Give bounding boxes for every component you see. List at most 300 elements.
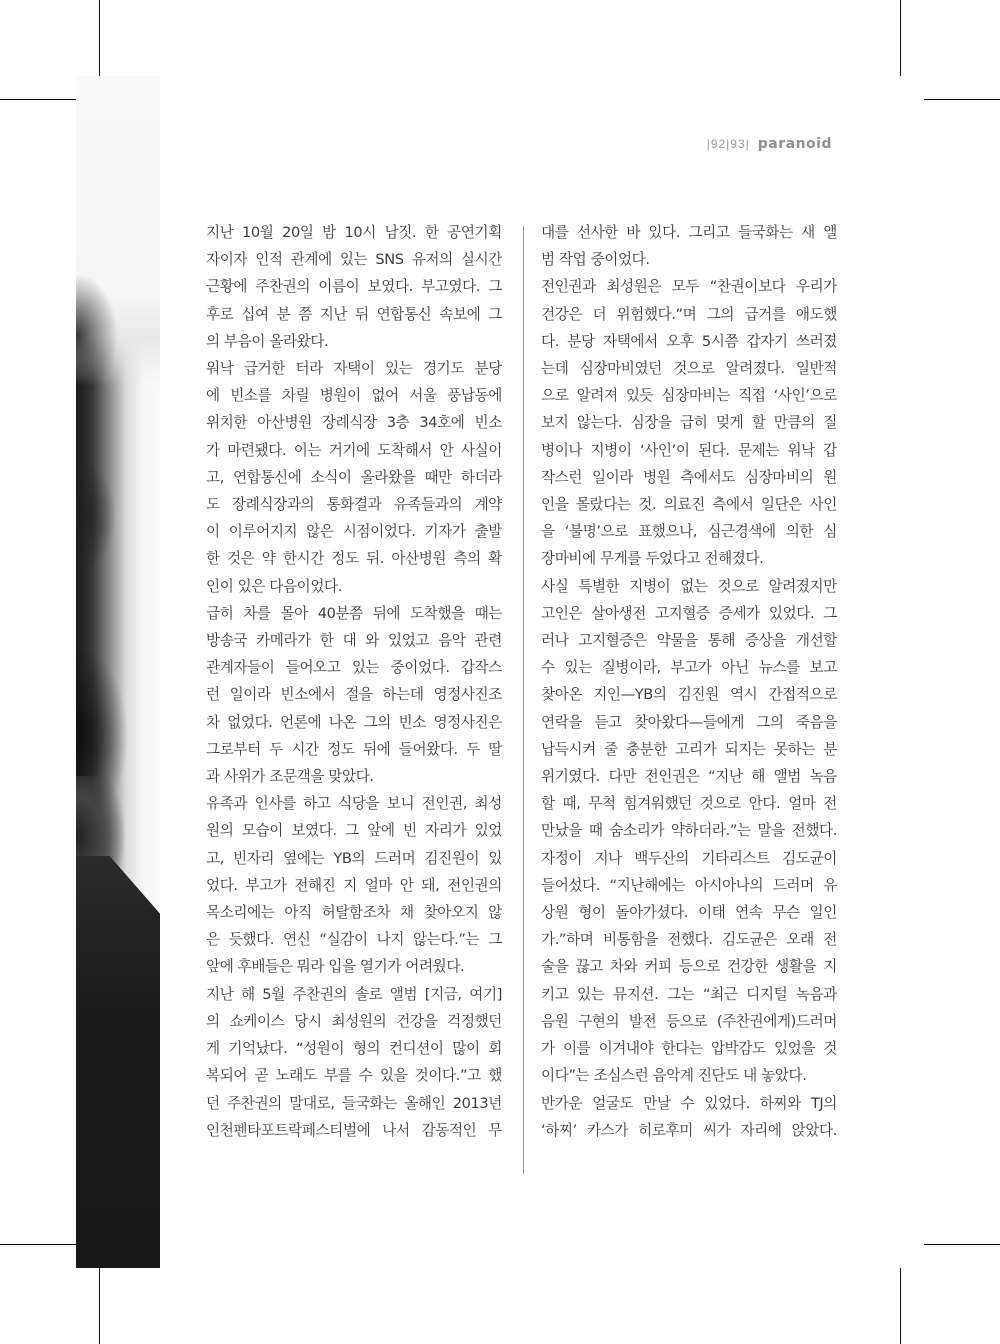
crop-mark-bottom-right-vertical bbox=[900, 1268, 901, 1344]
word: 등으로 bbox=[678, 958, 720, 976]
word: ‘불명’으로 bbox=[564, 523, 629, 541]
photo-coat-region bbox=[76, 856, 160, 1268]
word: 가 bbox=[541, 1040, 555, 1058]
word: “지난 bbox=[708, 768, 743, 786]
word: 위치한 bbox=[206, 414, 248, 432]
article-line bbox=[206, 1062, 502, 1089]
word: 히로후미 bbox=[638, 1121, 693, 1139]
word: 있다. bbox=[648, 224, 681, 241]
word: 더 bbox=[592, 305, 607, 323]
article-line bbox=[206, 709, 502, 736]
article-line bbox=[206, 437, 502, 464]
word: 앨범 bbox=[389, 985, 418, 1003]
crop-mark-top-left-vertical bbox=[99, 0, 100, 76]
word: 있는 bbox=[339, 251, 368, 269]
word: 그 bbox=[488, 931, 502, 949]
word: 시점이었다. bbox=[342, 523, 416, 541]
word: 건강을 bbox=[396, 1012, 438, 1030]
word: 주찬권의 bbox=[292, 985, 348, 1003]
article-line: 범 작업 중이었다. bbox=[541, 251, 650, 269]
word: 술을 bbox=[541, 958, 569, 976]
word: 5시쯤 bbox=[701, 332, 739, 350]
word: 이름이 bbox=[318, 278, 360, 296]
article-line bbox=[206, 681, 502, 708]
word: 이루어지지 bbox=[228, 523, 298, 541]
word: 연신 bbox=[283, 931, 311, 949]
word: 10월 bbox=[242, 224, 274, 241]
word: 카스가 bbox=[586, 1121, 629, 1139]
word: 질병이라, bbox=[601, 659, 661, 677]
word: 이 bbox=[206, 523, 220, 541]
article-line bbox=[541, 355, 837, 382]
word: 다만 bbox=[608, 768, 637, 786]
word: 풍납동에 bbox=[447, 387, 502, 405]
word: 약 bbox=[261, 550, 276, 568]
word: 백두산의 bbox=[634, 849, 689, 867]
word: 런 bbox=[206, 686, 220, 704]
article-line bbox=[541, 817, 837, 844]
word: 근황에 bbox=[206, 278, 248, 296]
word: 거기에 bbox=[328, 441, 370, 459]
word: 선사한 bbox=[576, 224, 618, 241]
word: 형이 bbox=[578, 904, 606, 922]
page-folio bbox=[707, 136, 832, 152]
word: 생활을 bbox=[775, 958, 817, 976]
word: 그리고 bbox=[688, 224, 730, 241]
word: 그의 bbox=[756, 713, 784, 731]
word: 듣고 bbox=[594, 713, 622, 731]
word: 등으로 bbox=[666, 1012, 708, 1030]
word: 전인권, bbox=[421, 795, 468, 813]
word: 통해 bbox=[707, 632, 736, 650]
word: 올라왔을 bbox=[360, 468, 416, 486]
word: 만났을 bbox=[541, 822, 583, 840]
crop-mark-bottom-left-vertical bbox=[99, 1268, 100, 1344]
word: 말대로, bbox=[289, 1094, 335, 1112]
article-line bbox=[206, 382, 502, 409]
word: 으로 bbox=[541, 387, 569, 405]
word: 있었다. bbox=[704, 1094, 750, 1112]
article-line bbox=[206, 817, 502, 844]
word: 솔로 bbox=[354, 985, 383, 1003]
word: 할 bbox=[751, 414, 766, 432]
article-line bbox=[206, 1008, 502, 1035]
word: 빈자리 bbox=[233, 849, 275, 867]
word: 뒤에 bbox=[362, 740, 391, 758]
word: 사실이 bbox=[460, 441, 502, 459]
word: 연락을 bbox=[541, 713, 583, 731]
word: 도착했을 bbox=[409, 604, 465, 622]
word: 반가운 bbox=[541, 1094, 583, 1112]
word: 실시간 bbox=[460, 251, 502, 269]
word: 그로부터 bbox=[206, 740, 261, 758]
word: 비통함을 bbox=[602, 931, 658, 949]
word: 급거한 bbox=[243, 360, 286, 378]
word: 자리가 bbox=[425, 822, 467, 840]
article-line bbox=[541, 1035, 837, 1062]
word: 허탈함조차 bbox=[321, 904, 391, 922]
word: 나서 bbox=[382, 1121, 410, 1139]
word: 있었고 bbox=[388, 632, 430, 650]
word: 러나 bbox=[541, 632, 569, 650]
word: 카메라가 bbox=[256, 632, 311, 650]
word: 통화결과 bbox=[326, 496, 382, 514]
word: 밤 bbox=[322, 224, 336, 241]
word: 고, bbox=[206, 849, 224, 867]
word: 우리가 bbox=[795, 278, 837, 296]
word: 복되어 bbox=[206, 1067, 248, 1085]
word: 찾아오지 bbox=[423, 904, 479, 922]
article-line bbox=[206, 219, 502, 246]
word: 영정사진조 bbox=[433, 686, 502, 704]
word: 무 bbox=[488, 1121, 502, 1139]
magazine-logo: paranoid bbox=[757, 136, 832, 152]
word: 만날 bbox=[643, 1094, 671, 1112]
word: 나지 bbox=[376, 931, 405, 949]
word: “최근 bbox=[703, 985, 738, 1003]
word: 몰랐다는 bbox=[575, 496, 631, 514]
word: 회 bbox=[488, 1040, 502, 1058]
word: 만큼의 bbox=[773, 414, 815, 432]
word: 기타리스트 bbox=[701, 849, 770, 867]
word: 오래 bbox=[786, 931, 814, 949]
word: 쇼케이스 bbox=[229, 1012, 285, 1030]
word: 절을 bbox=[345, 686, 373, 704]
word: 말을 bbox=[757, 822, 785, 840]
word: 올해인 bbox=[404, 1094, 446, 1112]
word: 10시 bbox=[344, 224, 376, 241]
article-line bbox=[541, 763, 837, 790]
word: 끊고 bbox=[575, 958, 603, 976]
word: 의료진 bbox=[663, 496, 705, 514]
article-line bbox=[206, 627, 502, 654]
word: 연속 bbox=[735, 904, 763, 922]
word: 수 bbox=[541, 659, 555, 677]
word: 하는데 bbox=[382, 686, 424, 704]
word: 지난 bbox=[206, 224, 234, 241]
article-line bbox=[206, 273, 502, 300]
word: 역시 bbox=[729, 686, 758, 704]
word: 정도 bbox=[327, 740, 355, 758]
word: 수 bbox=[680, 1094, 695, 1112]
word: 속보에 bbox=[439, 305, 481, 323]
word: 의 bbox=[206, 1012, 220, 1030]
word: 새 bbox=[801, 224, 815, 241]
word: 공연기획 bbox=[447, 224, 502, 241]
word: 연합통신 bbox=[376, 305, 432, 323]
word: 이는 bbox=[293, 441, 322, 459]
article-line bbox=[541, 491, 837, 518]
article-line: 인이 있은 다음이었다. bbox=[206, 577, 342, 595]
word: 대 bbox=[342, 632, 357, 650]
article-line bbox=[541, 736, 837, 763]
article-line bbox=[541, 709, 837, 736]
word: 20일 bbox=[282, 224, 314, 241]
article-line bbox=[206, 926, 502, 953]
word: 쯤 bbox=[298, 305, 312, 323]
word: 측에서 bbox=[712, 496, 754, 514]
word: 한 bbox=[424, 224, 439, 241]
word: 키고 bbox=[541, 985, 569, 1003]
word: 옆에는 bbox=[283, 849, 325, 867]
article-line bbox=[206, 518, 502, 545]
word: 것 bbox=[823, 1040, 837, 1058]
article-line bbox=[541, 681, 837, 708]
word: 그의 bbox=[363, 713, 392, 731]
word: 안다. bbox=[748, 795, 781, 813]
word: 없었다. bbox=[227, 713, 273, 731]
word: 충분한 bbox=[625, 740, 668, 758]
word: 한다는 bbox=[661, 1040, 703, 1058]
word: 중이었다. bbox=[390, 659, 450, 677]
word: 지병이 bbox=[629, 577, 671, 595]
word: 나온 bbox=[328, 713, 357, 731]
word: 얼마 bbox=[364, 876, 393, 894]
word: 한시간 bbox=[282, 550, 324, 568]
word: 몰아 bbox=[280, 604, 308, 622]
word: 심 bbox=[823, 523, 837, 541]
article-line bbox=[541, 600, 837, 627]
word: 약물을 bbox=[656, 632, 698, 650]
word: 녹음과 bbox=[795, 985, 837, 1003]
word: 있는 bbox=[577, 985, 605, 1003]
word: 자정이 bbox=[541, 849, 583, 867]
word: 대를 bbox=[541, 224, 569, 241]
word: 못하는 bbox=[773, 740, 816, 758]
word: 증상을 bbox=[744, 632, 786, 650]
word: 없어 bbox=[371, 387, 399, 405]
word: 5월 bbox=[262, 985, 285, 1003]
word: 워낙 bbox=[787, 441, 815, 459]
word: 2013년 bbox=[452, 1094, 502, 1112]
word: 장례식장과의 bbox=[232, 496, 315, 514]
word: 건강한 bbox=[726, 958, 769, 976]
word: 것은 bbox=[227, 550, 255, 568]
word: 안 bbox=[439, 441, 454, 459]
word: 애도했 bbox=[795, 305, 837, 323]
word: 관련 bbox=[474, 632, 502, 650]
word: 인을 bbox=[541, 496, 569, 514]
word: “찬권이보다 bbox=[709, 278, 786, 296]
word: 간접적으로 bbox=[768, 686, 837, 704]
word: 알려졌지만 bbox=[768, 577, 837, 595]
word: ‘하찌’ bbox=[541, 1121, 577, 1139]
word: 한 bbox=[206, 550, 220, 568]
word: 일단은 bbox=[760, 496, 802, 514]
word: 뮤지션. bbox=[613, 985, 659, 1003]
word: 작스런 bbox=[541, 468, 583, 486]
article-line bbox=[541, 953, 837, 980]
word: 을 bbox=[541, 523, 555, 541]
word: 것으로 bbox=[717, 577, 759, 595]
word: 않은 bbox=[306, 523, 334, 541]
word: 심장을 bbox=[630, 414, 672, 432]
word: 관계에 bbox=[290, 251, 332, 269]
article-line bbox=[541, 845, 837, 872]
word: 약하더라.”는 bbox=[670, 822, 751, 840]
word: 들어섰다. bbox=[541, 876, 601, 894]
word: 뒤. bbox=[366, 550, 384, 568]
word: 측의 bbox=[453, 550, 481, 568]
article-line bbox=[541, 409, 837, 436]
word: 있었 bbox=[474, 822, 502, 840]
word: 소식이 bbox=[310, 468, 352, 486]
portrait-photo bbox=[76, 76, 160, 1268]
word: 딸 bbox=[488, 740, 502, 758]
word: 이겨내야 bbox=[598, 1040, 654, 1058]
word: 인천펜타포트락페스티벌에 bbox=[206, 1121, 371, 1139]
word: 문제는 bbox=[737, 441, 780, 459]
word: 있었을 bbox=[773, 1040, 816, 1058]
article-line bbox=[541, 1117, 837, 1144]
word: 원 bbox=[823, 468, 837, 486]
word: 뒤에 bbox=[372, 604, 401, 622]
word: 있을 bbox=[379, 1067, 408, 1085]
word: 최성원의 bbox=[331, 1012, 387, 1030]
word: 뒤 bbox=[355, 305, 369, 323]
article-line: 이다”는 조심스런 음악계 진단도 내 놓았다. bbox=[541, 1067, 807, 1085]
article-line bbox=[206, 1117, 502, 1144]
word: 있었다. bbox=[768, 604, 815, 622]
word: 것으로 bbox=[699, 795, 741, 813]
word: 쓰러졌 bbox=[795, 332, 837, 350]
article-line bbox=[541, 382, 837, 409]
article-line bbox=[206, 1035, 502, 1062]
word: 듯했다. bbox=[228, 931, 275, 949]
word: 갑작스 bbox=[460, 659, 502, 677]
article-line bbox=[541, 573, 837, 600]
word: 들어오고 bbox=[285, 659, 341, 677]
word: 때만 bbox=[424, 468, 452, 486]
word: 에 bbox=[206, 387, 220, 405]
word: 워낙 bbox=[206, 360, 234, 378]
word: 있는 bbox=[564, 659, 592, 677]
article-line: 과 사위가 조문객을 맞았다. bbox=[206, 768, 374, 786]
word: 김진원이 bbox=[424, 849, 480, 867]
word: 김도균이 bbox=[782, 849, 837, 867]
word: 찾아온 bbox=[541, 686, 583, 704]
article-line: 앞에 후배들은 뭐라 입을 열기가 어려웠다. bbox=[206, 958, 465, 976]
word: 빈소를 bbox=[230, 387, 272, 405]
word: 바 bbox=[626, 224, 641, 241]
word: 도착해서 bbox=[377, 441, 433, 459]
word: 심근경색에 bbox=[707, 523, 776, 541]
word: 전 bbox=[823, 931, 837, 949]
word: 고지혈증은 bbox=[578, 632, 647, 650]
article-line bbox=[541, 899, 837, 926]
word: “실감이 bbox=[319, 931, 368, 949]
word: 하고 bbox=[303, 795, 331, 813]
word: 그는 bbox=[666, 985, 695, 1003]
article-line: 의 부음이 올라왔다. bbox=[206, 332, 329, 350]
word: 앉았다. bbox=[791, 1121, 837, 1139]
word: 곧 bbox=[254, 1067, 269, 1085]
word: 앨범 bbox=[773, 768, 801, 786]
article-line bbox=[206, 899, 502, 926]
word: 살아생전 bbox=[591, 604, 646, 622]
word: 표했으나, bbox=[638, 523, 698, 541]
word: 드러머 bbox=[374, 849, 416, 867]
word: 부를 bbox=[324, 1067, 352, 1085]
word: 34호에 bbox=[419, 414, 465, 432]
word: 안 bbox=[399, 876, 414, 894]
word: 목소리에는 bbox=[206, 904, 275, 922]
word: 고, bbox=[206, 468, 224, 486]
word: 갑 bbox=[823, 441, 837, 459]
word: 하더라 bbox=[460, 468, 502, 486]
word: 있는 bbox=[385, 360, 413, 378]
word: 사인 bbox=[809, 496, 837, 514]
word: 찾아왔다—들에게 bbox=[633, 713, 745, 731]
word: 고지혈증 bbox=[654, 604, 710, 622]
word: 은 bbox=[206, 931, 220, 949]
word: 인적 bbox=[255, 251, 283, 269]
word: 의한 bbox=[785, 523, 814, 541]
word: 컨디션이 bbox=[388, 1040, 444, 1058]
word: 오후 bbox=[666, 332, 694, 350]
word: 가.”하며 bbox=[541, 931, 594, 949]
word: 구현의 bbox=[578, 1012, 620, 1030]
word: 씨가 bbox=[703, 1121, 731, 1139]
word: 차와 bbox=[609, 958, 638, 976]
word: 전해진 bbox=[294, 876, 336, 894]
word: 감동적인 bbox=[421, 1121, 477, 1139]
word: 관계자들이 bbox=[206, 659, 275, 677]
word: 모두 bbox=[671, 278, 700, 296]
word: 식당을 bbox=[338, 795, 380, 813]
word: 그 bbox=[488, 305, 502, 323]
word: 녹음 bbox=[809, 768, 837, 786]
word: 채 bbox=[400, 904, 414, 922]
word: 기자가 bbox=[424, 523, 466, 541]
word: 분 bbox=[276, 305, 291, 323]
word: 자리에 bbox=[740, 1121, 782, 1139]
word: 특별한 bbox=[578, 577, 620, 595]
word: 지나 bbox=[594, 849, 622, 867]
article-line bbox=[541, 464, 837, 491]
word: 후로 bbox=[206, 305, 234, 323]
word: 3층 bbox=[386, 414, 410, 432]
word: 그 bbox=[823, 604, 837, 622]
word: 위기였다. bbox=[541, 768, 601, 786]
article-line bbox=[541, 1008, 837, 1035]
word: 지난 bbox=[206, 985, 234, 1003]
word: 납득시켜 bbox=[541, 740, 596, 758]
word: 빈 bbox=[402, 822, 417, 840]
word: 전인권은 bbox=[644, 768, 700, 786]
word: 것. bbox=[638, 496, 657, 514]
article-line bbox=[206, 491, 502, 518]
article-line bbox=[206, 301, 502, 328]
crop-mark-bottom-left-horizontal bbox=[0, 1244, 76, 1245]
word: 아닌 bbox=[721, 659, 749, 677]
word: 사실 bbox=[541, 577, 569, 595]
word: 유저의 bbox=[411, 251, 453, 269]
word: 차 bbox=[206, 713, 220, 731]
word: ‘사인’으로 bbox=[773, 387, 837, 405]
word: 당시 bbox=[294, 1012, 322, 1030]
article-line bbox=[541, 273, 837, 300]
word: 있 bbox=[488, 849, 502, 867]
word: 심장마비는 bbox=[661, 387, 730, 405]
word: [지금, bbox=[424, 985, 462, 1003]
article-line bbox=[206, 246, 502, 273]
word: 게 bbox=[206, 1040, 220, 1058]
word: 지 bbox=[343, 876, 357, 894]
crop-mark-bottom-right-horizontal bbox=[924, 1244, 1000, 1245]
word: 빈소 bbox=[398, 713, 426, 731]
word: “지난해에는 bbox=[609, 876, 686, 894]
